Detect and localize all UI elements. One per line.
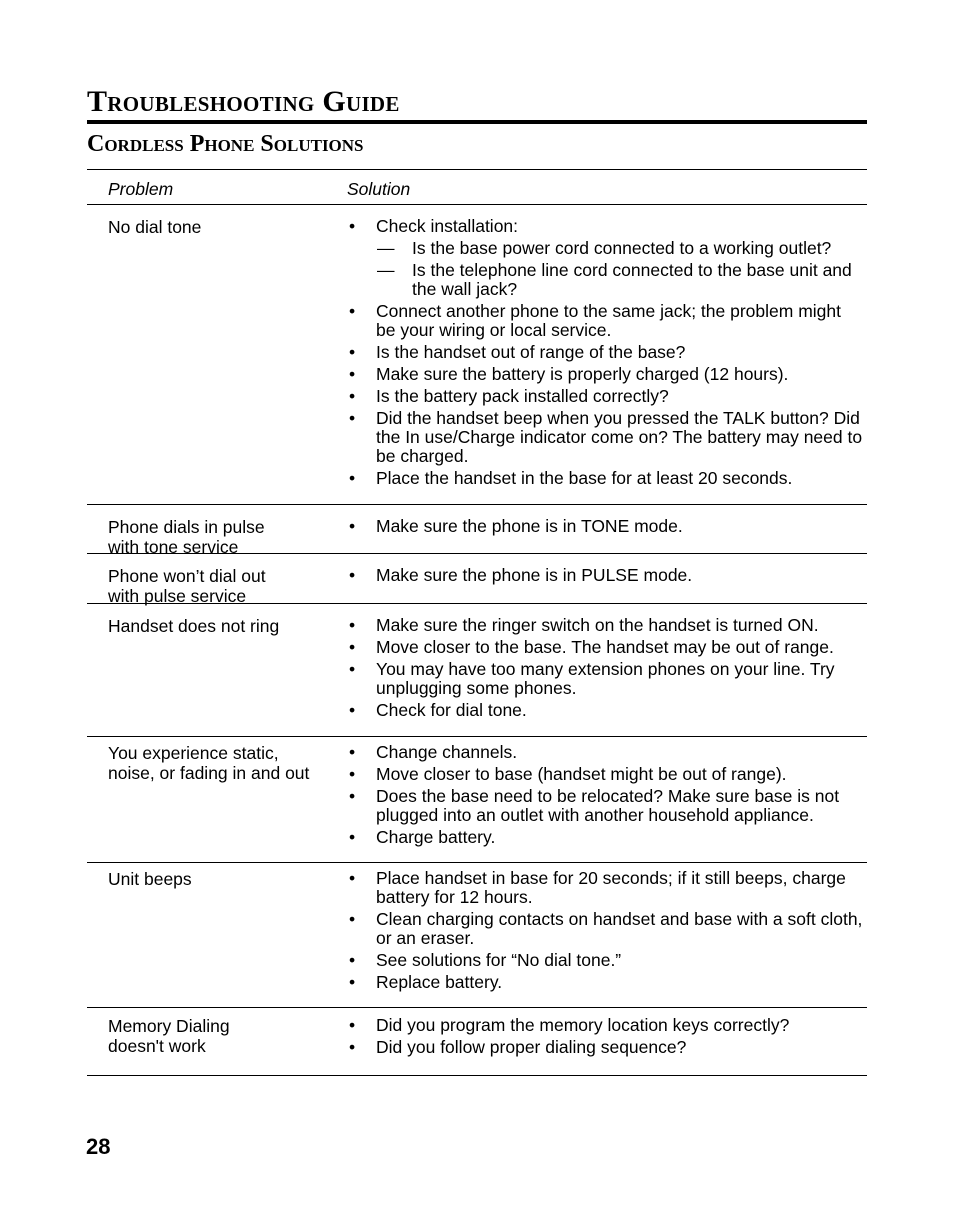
solution-text: Make sure the battery is properly charged (12 hours). bbox=[376, 364, 789, 384]
solution-text: Make sure the ringer switch on the handset is turned ON. bbox=[376, 615, 819, 635]
solution-text: Connect another phone to the same jack; the problem might be your wiring or local service. bbox=[376, 301, 841, 340]
solution-item bbox=[349, 787, 864, 825]
solution-item bbox=[349, 517, 864, 536]
solution-item bbox=[349, 387, 864, 406]
bullet-icon: • bbox=[349, 386, 356, 406]
solution-text: Check installation: bbox=[376, 216, 519, 236]
solution-subitem bbox=[349, 239, 864, 258]
solution-item bbox=[349, 409, 864, 466]
table-body bbox=[87, 205, 867, 1076]
page-title: Troubleshooting Guide bbox=[87, 85, 400, 118]
bullet-icon: • bbox=[349, 565, 356, 585]
solution-item bbox=[349, 951, 864, 970]
bullet-icon: • bbox=[349, 1015, 356, 1035]
bullet-icon: • bbox=[349, 637, 356, 657]
solution-text: Clean charging contacts on handset and base with a soft cloth, or an eraser. bbox=[376, 909, 863, 948]
solution-item bbox=[349, 869, 864, 907]
bullet-icon: • bbox=[349, 615, 356, 635]
solution-item bbox=[349, 743, 864, 762]
solution-text: Move closer to the base. The handset may be out of range. bbox=[376, 637, 834, 657]
bullet-icon: • bbox=[349, 827, 356, 847]
solution-item bbox=[349, 973, 864, 992]
solution-item bbox=[349, 302, 864, 340]
solution-cell bbox=[349, 1016, 864, 1057]
solution-item bbox=[349, 1038, 864, 1057]
solution-item bbox=[349, 1016, 864, 1035]
solution-text: Move closer to base (handset might be out of range). bbox=[376, 764, 787, 784]
problem-cell: You experience static, noise, or fading in and out bbox=[108, 743, 310, 783]
solution-text: Change channels. bbox=[376, 742, 518, 762]
solution-text: Place the handset in the base for at least 20 seconds. bbox=[376, 468, 793, 488]
solution-item bbox=[349, 828, 864, 847]
bullet-icon: • bbox=[349, 742, 356, 762]
solution-text: Charge battery. bbox=[376, 827, 496, 847]
solution-item bbox=[349, 660, 864, 698]
solution-text: Is the battery pack installed correctly? bbox=[376, 386, 669, 406]
solution-text: Did the handset beep when you pressed the TALK button? Did the In use/Charge indicator come on? The battery may need to be charged. bbox=[376, 408, 863, 466]
bullet-icon: • bbox=[349, 301, 356, 321]
solution-text: Check for dial tone. bbox=[376, 700, 527, 720]
solution-item bbox=[349, 365, 864, 384]
solution-text: Place handset in base for 20 seconds; if it still beeps, charge battery for 12 hours. bbox=[376, 868, 846, 907]
solution-cell bbox=[349, 743, 864, 847]
bullet-icon: • bbox=[349, 700, 356, 720]
solution-subtext: Is the telephone line cord connected to the base unit and the wall jack? bbox=[412, 260, 852, 299]
bullet-icon: • bbox=[349, 868, 356, 888]
solution-item bbox=[349, 217, 864, 236]
bullet-icon: • bbox=[349, 408, 356, 428]
page-number: 28 bbox=[86, 1134, 111, 1159]
title-rule bbox=[87, 120, 867, 124]
table-row bbox=[87, 205, 867, 505]
bullet-icon: • bbox=[349, 1037, 356, 1057]
bullet-icon: • bbox=[349, 764, 356, 784]
solution-cell bbox=[349, 869, 864, 992]
solution-item bbox=[349, 469, 864, 488]
problem-cell: Phone won’t dial out with pulse service bbox=[108, 566, 266, 606]
solution-cell bbox=[349, 217, 864, 488]
solution-text: Make sure the phone is in PULSE mode. bbox=[376, 565, 693, 585]
dash-icon: — bbox=[377, 238, 395, 258]
table-row bbox=[87, 554, 867, 604]
table-row bbox=[87, 604, 867, 737]
solution-text: Does the base need to be relocated? Make sure base is not plugged into an outlet with another household appliance. bbox=[376, 786, 840, 825]
problem-cell: Handset does not ring bbox=[108, 616, 280, 636]
solution-item bbox=[349, 701, 864, 720]
troubleshooting-table bbox=[87, 169, 867, 1076]
problem-header: Problem bbox=[108, 179, 174, 199]
solution-item bbox=[349, 343, 864, 362]
solution-item bbox=[349, 616, 864, 635]
solution-text: See solutions for “No dial tone.” bbox=[376, 950, 622, 970]
solution-cell bbox=[349, 566, 864, 585]
solution-item bbox=[349, 638, 864, 657]
table-row bbox=[87, 1008, 867, 1076]
section-subtitle: Cordless Phone Solutions bbox=[87, 131, 364, 157]
bullet-icon: • bbox=[349, 909, 356, 929]
solution-text: Did you program the memory location keys correctly? bbox=[376, 1015, 790, 1035]
solution-cell bbox=[349, 517, 864, 536]
solution-text: Replace battery. bbox=[376, 972, 503, 992]
solution-cell bbox=[349, 616, 864, 720]
table-row bbox=[87, 737, 867, 863]
solution-text: Make sure the phone is in TONE mode. bbox=[376, 516, 683, 536]
problem-cell: Unit beeps bbox=[108, 869, 192, 889]
bullet-icon: • bbox=[349, 468, 356, 488]
bullet-icon: • bbox=[349, 972, 356, 992]
bullet-icon: • bbox=[349, 950, 356, 970]
solution-item bbox=[349, 910, 864, 948]
solution-item bbox=[349, 765, 864, 784]
bullet-icon: • bbox=[349, 342, 356, 362]
bullet-icon: • bbox=[349, 786, 356, 806]
problem-cell: Phone dials in pulse with tone service bbox=[108, 517, 265, 557]
problem-cell: No dial tone bbox=[108, 217, 202, 237]
bullet-icon: • bbox=[349, 364, 356, 384]
solution-subtext: Is the base power cord connected to a working outlet? bbox=[412, 238, 832, 258]
problem-cell: Memory Dialing doesn't work bbox=[108, 1016, 230, 1056]
table-header bbox=[87, 170, 867, 205]
solution-header: Solution bbox=[347, 179, 411, 199]
solution-item bbox=[349, 566, 864, 585]
table-row bbox=[87, 863, 867, 1008]
table-row bbox=[87, 505, 867, 557]
bullet-icon: • bbox=[349, 659, 356, 679]
dash-icon: — bbox=[377, 260, 395, 280]
solution-subitem bbox=[349, 261, 864, 299]
bullet-icon: • bbox=[349, 516, 356, 536]
solution-text: Is the handset out of range of the base? bbox=[376, 342, 686, 362]
bullet-icon: • bbox=[349, 216, 356, 236]
solution-text: You may have too many extension phones on your line. Try unplugging some phones. bbox=[376, 659, 835, 698]
solution-text: Did you follow proper dialing sequence? bbox=[376, 1037, 687, 1057]
